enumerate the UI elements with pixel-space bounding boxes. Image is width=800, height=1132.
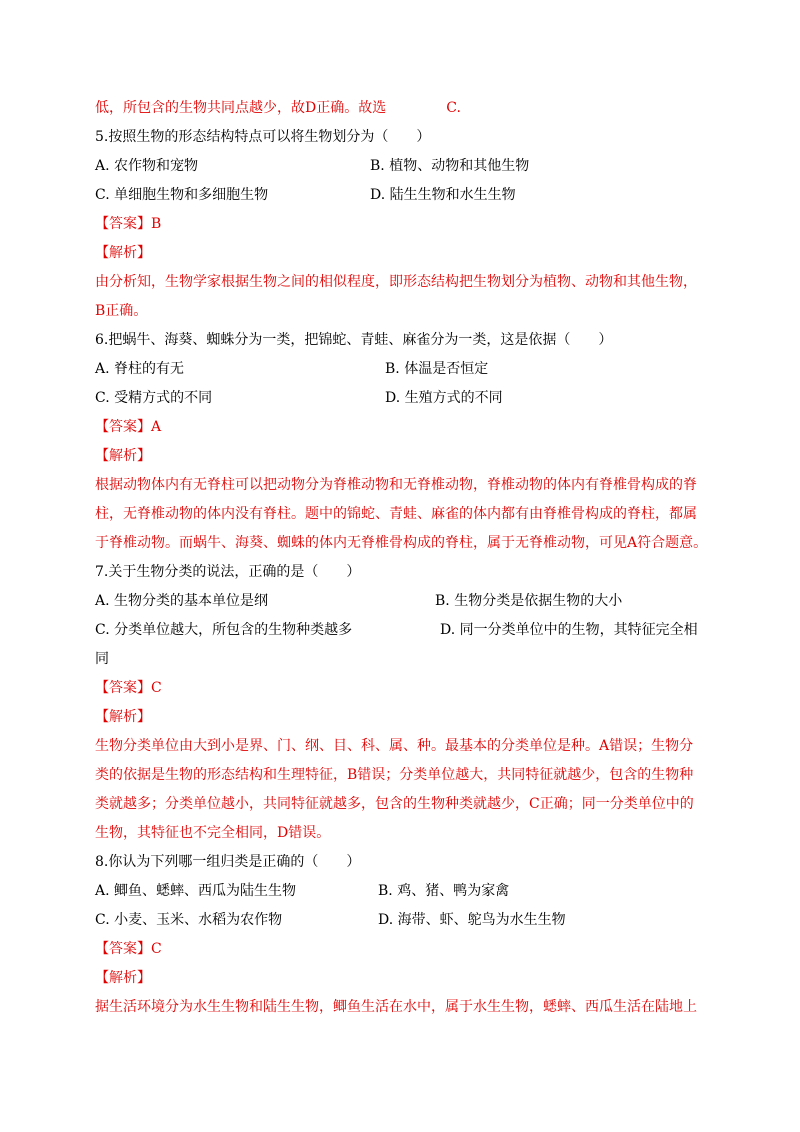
question-6-analysis-line: 于脊椎动物。而蜗牛、海葵、蜘蛛的体内无脊椎骨构成的脊柱，属于无脊椎动物，可见A符合题意。	[95, 535, 708, 551]
question-5-options-row-2	[95, 181, 715, 210]
question-6-analysis-label: 【解析】	[95, 448, 151, 464]
question-6-analysis-line: 柱，无脊椎动物的体内没有脊柱。题中的锦蛇、青蛙、麻雀的体内都有由脊椎骨构成的脊柱，都属	[95, 506, 697, 522]
option-a: A. 鲫鱼、蟋蟀、西瓜为陆生生物	[95, 883, 297, 899]
question-7-analysis-line: 生物分类单位由大到小是界、门、纲、目、科、属、种。最基本的分类单位是种。A错误；生物分	[95, 738, 694, 754]
question-6-analysis-line: 根据动物体内有无脊柱可以把动物分为脊椎动物和无脊椎动物，脊椎动物的体内有脊椎骨构成的脊	[95, 477, 697, 493]
option-c: C. 受精方式的不同	[95, 390, 213, 406]
question-5-analysis-line: B正确。	[95, 303, 148, 319]
question-5-analysis-label: 【解析】	[95, 245, 151, 261]
option-c: C. 单细胞生物和多细胞生物	[95, 187, 269, 203]
option-d-continuation: 同	[95, 651, 109, 667]
question-6-answer: 【答案】A	[95, 419, 162, 435]
question-7-analysis-line: 类就越多；分类单位越小，共同特征就越多，包含的生物种类就越少，C正确；同一分类单位中的	[95, 796, 694, 812]
question-6-options-row-1	[95, 355, 715, 384]
option-d: D. 陆生生物和水生生物	[370, 187, 516, 203]
option-c: C. 分类单位越大，所包含的生物种类越多	[95, 622, 353, 638]
question-7-options-row-1	[95, 587, 715, 616]
option-b: B. 体温是否恒定	[385, 361, 489, 377]
option-d: D. 海带、虾、鸵鸟为水生生物	[378, 912, 566, 928]
question-8-options-row-1	[95, 877, 715, 906]
question-7-analysis-line: 类的依据是生物的形态结构和生理特征，B错误；分类单位越大，共同特征就越少，包含的生物种	[95, 767, 694, 783]
question-5-answer: 【答案】B	[95, 216, 162, 232]
question-8-analysis-line: 据生活环境分为水生生物和陆生生物，鲫鱼生活在水中，属于水生生物，蟋蟀、西瓜生活在陆地上	[95, 999, 697, 1015]
option-d: D. 生殖方式的不同	[385, 390, 503, 406]
option-b: B. 生物分类是依据生物的大小	[435, 593, 623, 609]
question-5-options-row-1	[95, 152, 715, 181]
document-page	[95, 94, 715, 1022]
question-6-options-row-2	[95, 384, 715, 413]
previous-analysis-text: 低，所包含的生物共同点越少，故D正确。故选	[95, 100, 387, 116]
question-6-stem: 6.把蜗牛、海葵、蜘蛛分为一类，把锦蛇、青蛙、麻雀分为一类，这是依据（ ）	[95, 332, 613, 348]
question-7-analysis-line: 生物，其特征也不完全相同，D错误。	[95, 825, 331, 841]
option-d: D. 同一分类单位中的生物，其特征完全相	[440, 622, 698, 638]
option-a: A. 生物分类的基本单位是纲	[95, 593, 269, 609]
option-b: B. 鸡、猪、鸭为家禽	[378, 883, 510, 899]
option-a: A. 脊柱的有无	[95, 361, 185, 377]
option-a: A. 农作物和宠物	[95, 158, 199, 174]
question-8-answer: 【答案】C	[95, 941, 162, 957]
question-8-analysis-label: 【解析】	[95, 970, 151, 986]
question-5-stem: 5.按照生物的形态结构特点可以将生物划分为（ ）	[95, 129, 431, 145]
question-5-analysis-line: 由分析知，生物学家根据生物之间的相似程度，即形态结构把生物划分为植物、动物和其他生物，	[95, 274, 697, 290]
question-7-answer: 【答案】C	[95, 680, 162, 696]
question-7-options-row-2	[95, 616, 715, 645]
option-b: B. 植物、动物和其他生物	[370, 158, 530, 174]
question-8-stem: 8.你认为下列哪一组归类是正确的（ ）	[95, 854, 361, 870]
previous-answer-choice: C.	[446, 100, 461, 116]
previous-analysis-tail	[95, 94, 715, 123]
question-7-analysis-label: 【解析】	[95, 709, 151, 725]
option-c: C. 小麦、玉米、水稻为农作物	[95, 912, 283, 928]
question-8-options-row-2	[95, 906, 715, 935]
question-7-stem: 7.关于生物分类的说法，正确的是（ ）	[95, 564, 361, 580]
